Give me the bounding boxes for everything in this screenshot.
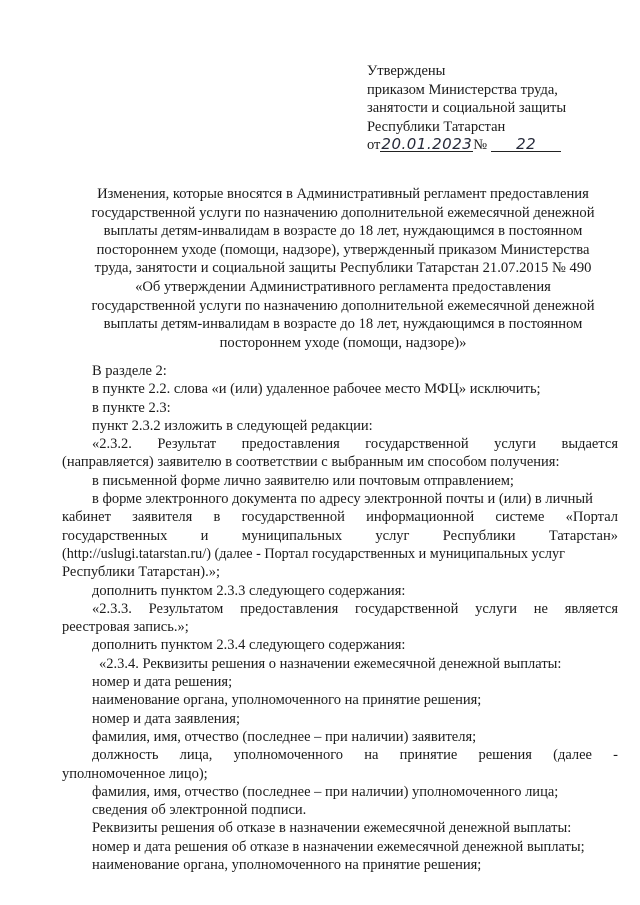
title-line: постороннем уходе (помощи, надзоре), утвержденный приказом Министерства [96, 241, 590, 258]
paragraph-line: дополнить пунктом 2.3.3 следующего содержания: [92, 582, 406, 599]
approval-stamp-block [367, 62, 566, 155]
title-line: выплаты детям-инвалидам в возрасте до 18 лет, нуждающимся в постоянном [103, 316, 583, 333]
paragraph-line: номер и дата решения; [92, 674, 233, 691]
title-line: «Об утверждении Административного регламента предоставления [135, 278, 551, 295]
handwritten-date: 20.01.2023 [381, 135, 473, 153]
title-line: государственной услуги по назначению дополнительной ежемесячной денежной [91, 297, 595, 314]
paragraph-line: кабинет заявителя в государственной информационной системе «Портал [62, 509, 618, 526]
paragraph-line: номер и дата решения об отказе в назначении ежемесячной денежной выплаты; [92, 838, 585, 855]
paragraph-line: «2.3.4. Реквизиты решения о назначении ежемесячной денежной выплаты: [99, 655, 562, 672]
from-label: от [367, 137, 381, 153]
paragraph-line: государственных и муниципальных услуг Республики Татарстан» [62, 527, 618, 544]
paragraph-line: Реквизиты решения об отказе в назначении ежемесячной денежной выплаты: [92, 820, 572, 837]
paragraph-line: (направляется) заявителю в соответствии с выбранным им способом получения: [62, 454, 560, 471]
paragraph-line: фамилия, имя, отчество (последнее – при наличии) уполномоченного лица; [92, 783, 559, 800]
approval-line: Утверждены [367, 63, 446, 79]
paragraph-line: в пункте 2.2. слова «и (или) удаленное рабочее место МФЦ» исключить; [92, 381, 541, 398]
title-line: Изменения, которые вносятся в Административный регламент предоставления [97, 186, 589, 202]
paragraph-line: реестровая запись.»; [62, 619, 189, 636]
title-line: постороннем уходе (помощи, надзоре)» [219, 334, 467, 351]
paragraph-line: номер и дата заявления; [92, 710, 240, 727]
paragraph-line: сведения об электронной подписи. [92, 802, 307, 819]
paragraph-line: наименование органа, уполномоченного на принятие решения; [92, 692, 482, 709]
approval-line: занятости и социальной защиты [367, 100, 567, 116]
document-title [62, 185, 624, 352]
title-line: государственной услуги по назначению дополнительной ежемесячной денежной [91, 204, 595, 221]
approval-line: Республики Татарстан [367, 118, 506, 135]
paragraph-line: В разделе 2: [92, 363, 167, 379]
title-line: выплаты детям-инвалидам в возрасте до 18 лет, нуждающимся в постоянном [103, 223, 583, 240]
title-line: труда, занятости и социальной защиты Республики Татарстан 21.07.2015 № 490 [94, 260, 592, 277]
paragraph-line: уполномоченное лицо); [62, 765, 208, 782]
paragraph-line: пункт 2.3.2 изложить в следующей редакции: [92, 417, 373, 434]
paragraph-line: должность лица, уполномоченного на принятие решения (далее - [92, 747, 618, 764]
paragraph-line: «2.3.2. Результат предоставления государственной услуги выдается [92, 436, 618, 453]
paragraph-line: (http://uslugi.tatarstan.ru/) (далее - Портал государственных и муниципальных услуг [62, 545, 565, 562]
paragraph-line: в письменной форме лично заявителю или почтовым отправлением; [92, 472, 514, 489]
paragraph-line: фамилия, имя, отчество (последнее – при наличии) заявителя; [92, 728, 477, 745]
paragraph-line: в пункте 2.3: [92, 399, 171, 416]
paragraph-line: Республики Татарстан).»; [62, 564, 220, 581]
document-body [62, 362, 618, 874]
handwritten-number: 22 [491, 137, 561, 152]
paragraph-line: в форме электронного документа по адресу электронной почты и (или) в личный [92, 491, 593, 508]
paragraph-line: наименование органа, уполномоченного на принятие решения; [92, 857, 482, 874]
paragraph-line: дополнить пунктом 2.3.4 следующего содержания: [92, 637, 406, 654]
number-label: № [473, 137, 488, 153]
approval-date-line [367, 136, 566, 155]
approval-line: приказом Министерства труда, [367, 81, 558, 98]
paragraph-line: «2.3.3. Результатом предоставления государственной услуги не является [92, 600, 618, 617]
